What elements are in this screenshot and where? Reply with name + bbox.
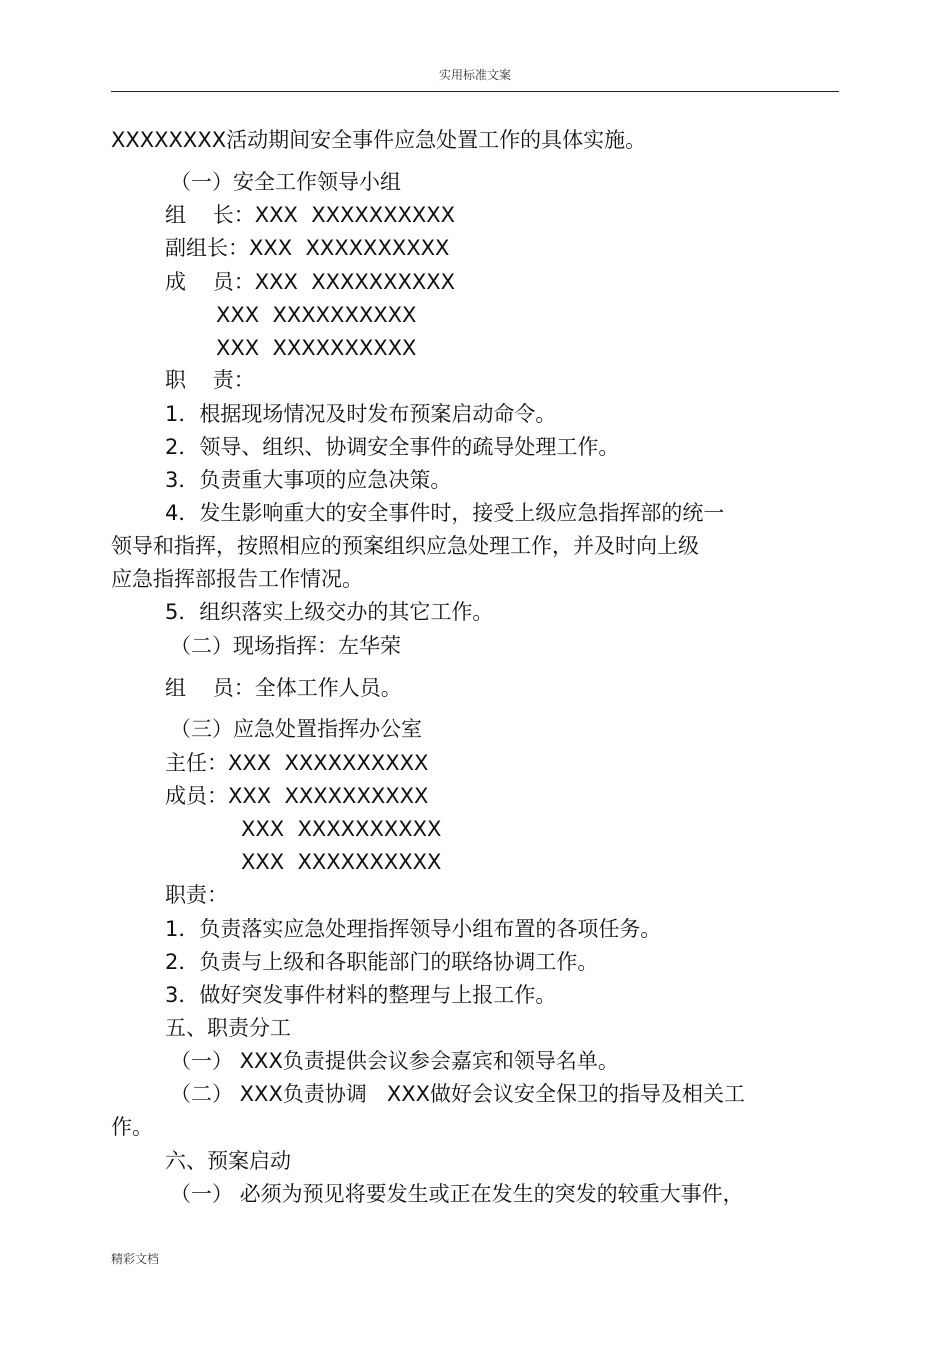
office-duty-item: 2．负责与上级和各职能部门的联络协调工作。: [165, 950, 599, 974]
director-line: 主任：XXX XXXXXXXXXX: [165, 751, 429, 775]
duty-item: 4．发生影响重大的安全事件时，接受上级应急指挥部的统一: [165, 501, 725, 525]
member-line: XXX XXXXXXXXXX: [216, 303, 417, 327]
duties-label: 职 责：: [165, 368, 255, 392]
duty-item: 3．负责重大事项的应急决策。: [165, 468, 452, 492]
office-member-line: 成员：XXX XXXXXXXXXX: [165, 784, 429, 808]
office-duties-label: 职责：: [165, 883, 228, 907]
duty-item: 5．组织落实上级交办的其它工作。: [165, 600, 494, 624]
section-heading-5: 五、职责分工: [165, 1016, 291, 1040]
member-line: XXX XXXXXXXXXX: [216, 336, 417, 360]
duty-item: 1．根据现场情况及时发布预案启动命令。: [165, 402, 557, 426]
assignment-item: （一） XXX负责提供会议参会嘉宾和领导名单。: [170, 1049, 619, 1073]
office-member-line: XXX XXXXXXXXXX: [241, 817, 442, 841]
page-header: 实用标准文案: [438, 68, 511, 82]
section-heading-1: （一）安全工作领导小组: [170, 170, 401, 194]
assignment-item-continued: 作。: [111, 1115, 153, 1139]
assignment-item: （二） XXX负责协调 XXX做好会议安全保卫的指导及相关工: [170, 1082, 746, 1106]
office-duty-item: 3．做好突发事件材料的整理与上报工作。: [165, 983, 557, 1007]
team-member-line: 组 员：全体工作人员。: [165, 676, 402, 700]
office-member-line: XXX XXXXXXXXXX: [241, 850, 442, 874]
duty-item-continued: 领导和指挥，按照相应的预案组织应急处理工作，并及时向上级: [111, 534, 699, 558]
section-heading-2: （二）现场指挥：左华荣: [170, 634, 401, 658]
section-heading-6: 六、预案启动: [165, 1149, 291, 1173]
duty-item-continued: 应急指挥部报告工作情况。: [111, 567, 363, 591]
leader-line: 组 长：XXX XXXXXXXXXX: [165, 203, 456, 227]
member-line: 成 员：XXX XXXXXXXXXX: [165, 270, 456, 294]
header-rule: [111, 91, 839, 92]
intro-paragraph: XXXXXXXX活动期间安全事件应急处置工作的具体实施。: [111, 128, 647, 152]
duty-item: 2．领导、组织、协调安全事件的疏导处理工作。: [165, 435, 620, 459]
deputy-leader-line: 副组长：XXX XXXXXXXXXX: [165, 236, 450, 260]
page-footer: 精彩文档: [111, 1252, 160, 1266]
section-heading-3: （三）应急处置指挥办公室: [170, 717, 422, 741]
office-duty-item: 1．负责落实应急处理指挥领导小组布置的各项任务。: [165, 917, 662, 941]
activation-item: （一） 必须为预见将要发生或正在发生的突发的较重大事件，: [170, 1182, 744, 1206]
